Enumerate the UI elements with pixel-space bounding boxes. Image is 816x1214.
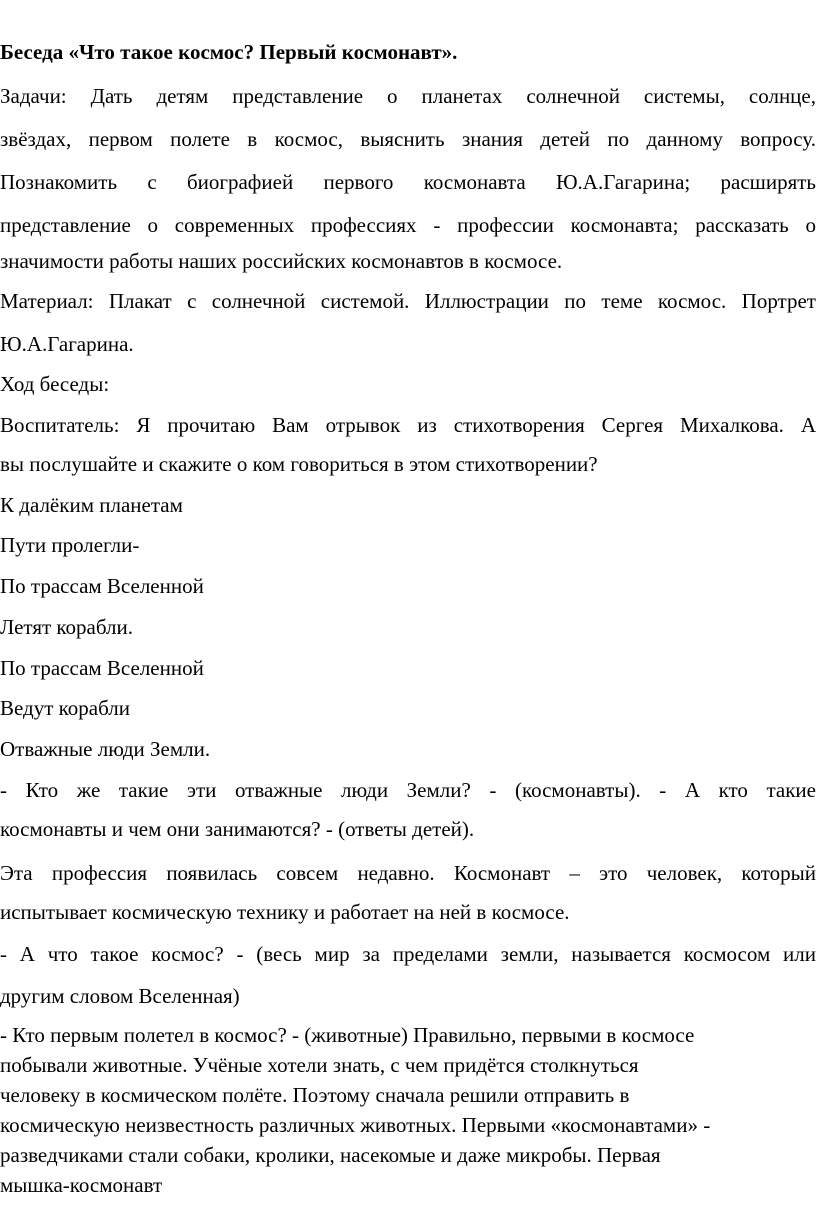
- tasks-line-2: звёздах, первом полете в космос, выяснить знания детей по данному вопросу.: [0, 127, 816, 151]
- tasks-line-1: Задачи: Дать детям представление о планетах солнечной системы, солнце,: [0, 84, 816, 108]
- question-first-line-3: человеку в космическом полёте. Поэтому сначала решили отправить в: [0, 1083, 630, 1107]
- question-space-line-1: - А что такое космос? - (весь мир за пределами земли, называется космосом или: [0, 942, 816, 966]
- question-first-line-1: - Кто первым полетел в космос? - (животные) Правильно, первыми в космосе: [0, 1023, 695, 1047]
- tasks-line-4: представление о современных профессиях - профессии космонавта; рассказать о: [0, 213, 816, 237]
- material-line-1: Материал: Плакат с солнечной системой. Иллюстрации по теме космос. Портрет: [0, 289, 816, 313]
- course-heading: Ход беседы:: [0, 372, 110, 396]
- poem-line-4: Летят корабли.: [0, 615, 133, 639]
- poem-line-3: По трассам Вселенной: [0, 574, 204, 598]
- poem-line-6: Ведут корабли: [0, 696, 130, 720]
- poem-line-5: По трассам Вселенной: [0, 656, 204, 680]
- poem-line-7: Отважные люди Земли.: [0, 737, 211, 761]
- question-brave-line-1: - Кто же такие эти отважные люди Земли? - (космонавты). - А кто такие: [0, 778, 816, 802]
- tasks-line-5: значимости работы наших российских космонавтов в космосе.: [0, 249, 563, 273]
- question-first-line-5: разведчиками стали собаки, кролики, насекомые и даже микробы. Первая: [0, 1143, 661, 1167]
- question-space-line-2: другим словом Вселенная): [0, 984, 240, 1008]
- profession-line-1: Эта профессия появилась совсем недавно. Космонавт – это человек, который: [0, 861, 816, 885]
- question-brave-line-2: космонавты и чем они занимаются? - (ответы детей).: [0, 817, 475, 841]
- teacher-intro-line-1: Воспитатель: Я прочитаю Вам отрывок из стихотворения Сергея Михалкова. А: [0, 413, 816, 437]
- profession-line-2: испытывает космическую технику и работает на ней в космосе.: [0, 900, 570, 924]
- poem-line-2: Пути пролегли-: [0, 533, 140, 557]
- question-first-line-2: побывали животные. Учёные хотели знать, с чем придётся столкнуться: [0, 1053, 639, 1077]
- question-first-line-6: мышка-космонавт: [0, 1173, 163, 1197]
- poem-line-1: К далёким планетам: [0, 493, 183, 517]
- teacher-intro-line-2: вы послушайте и скажите о ком говориться в этом стихотворении?: [0, 452, 598, 476]
- material-line-2: Ю.А.Гагарина.: [0, 332, 134, 356]
- document-title: Беседа «Что такое космос? Первый космонавт».: [0, 40, 458, 64]
- question-first-line-4: космическую неизвестность различных животных. Первыми «космонавтами» -: [0, 1113, 711, 1137]
- tasks-line-3: Познакомить с биографией первого космонавта Ю.А.Гагарина; расширять: [0, 170, 816, 194]
